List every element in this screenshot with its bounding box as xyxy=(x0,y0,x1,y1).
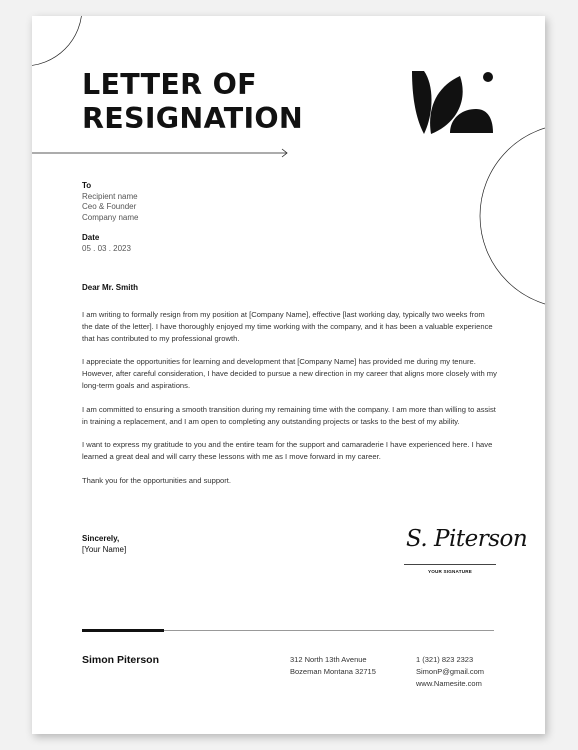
closing-name: [Your Name] xyxy=(82,544,127,554)
signature-caption: YOUR SIGNATURE xyxy=(427,569,473,574)
letter-page xyxy=(32,16,545,734)
address-line-1: 312 North 13th Avenue xyxy=(290,655,367,664)
recipient-company: Company name xyxy=(82,212,139,222)
footer-name: Simon Piterson xyxy=(82,654,160,666)
paragraph: I am writing to formally resign from my position at [Company Name], effective [last working day, typically two weeks from the date of the letter]. I have thoroughly enjoyed my time working with the company, and it has been a valuable experience that has contributed to my professional growth. xyxy=(82,310,493,343)
paragraph: I am committed to ensuring a smooth transition during my remaining time with the company. I am more than willing to assist in training a replacement, and I am open to completing any outstanding projects or tasks to the best of my ability. xyxy=(82,404,496,426)
footer-accent-bar xyxy=(82,629,164,632)
salutation: Dear Mr. Smith xyxy=(82,283,139,292)
closing-label: Sincerely, xyxy=(82,534,120,543)
paragraph: I want to express my gratitude to you and the entire team for the support and camaraderie I have experienced here. I have learned a great deal and will carry these lessons with me as I move forward in my career. xyxy=(82,440,493,462)
recipient-block xyxy=(82,181,138,223)
document-title xyxy=(82,68,303,136)
contact-phone: 1 (321) 823 2323 xyxy=(416,655,474,664)
signature-line xyxy=(404,564,496,565)
letter-body xyxy=(82,309,497,499)
date-value: 05 . 03 . 2023 xyxy=(82,243,131,253)
handwritten-signature: S. Piterson xyxy=(406,526,528,552)
arrow-right-icon xyxy=(32,149,287,157)
address-line-2: Bozeman Montana 32715 xyxy=(290,667,376,676)
corner-circle-decoration xyxy=(32,16,82,66)
contact-email: SimonP@gmail.com xyxy=(416,667,485,676)
paragraph: I appreciate the opportunities for learning and development that [Company Name] has provided me during my tenure. However, after careful consideration, I have decided to pursue a new direction in my career that aligns more closely with my long-term goals and aspirations. xyxy=(82,357,497,390)
contact-website: www.Namesite.com xyxy=(416,679,482,688)
footer-contact xyxy=(416,654,484,690)
leaf-k-logo xyxy=(412,71,494,135)
title-line-2: RESIGNATION xyxy=(82,102,304,135)
to-label: To xyxy=(82,181,92,190)
paragraph: Thank you for the opportunities and support. xyxy=(82,475,232,485)
closing-block xyxy=(82,534,126,555)
recipient-role: Ceo & Founder xyxy=(82,202,137,211)
recipient-name: Recipient name xyxy=(82,191,138,201)
title-line-1: LETTER OF xyxy=(82,68,257,101)
date-label: Date xyxy=(82,233,100,242)
footer-address xyxy=(290,654,376,678)
date-block xyxy=(82,233,131,254)
side-circle-decoration xyxy=(480,124,545,308)
